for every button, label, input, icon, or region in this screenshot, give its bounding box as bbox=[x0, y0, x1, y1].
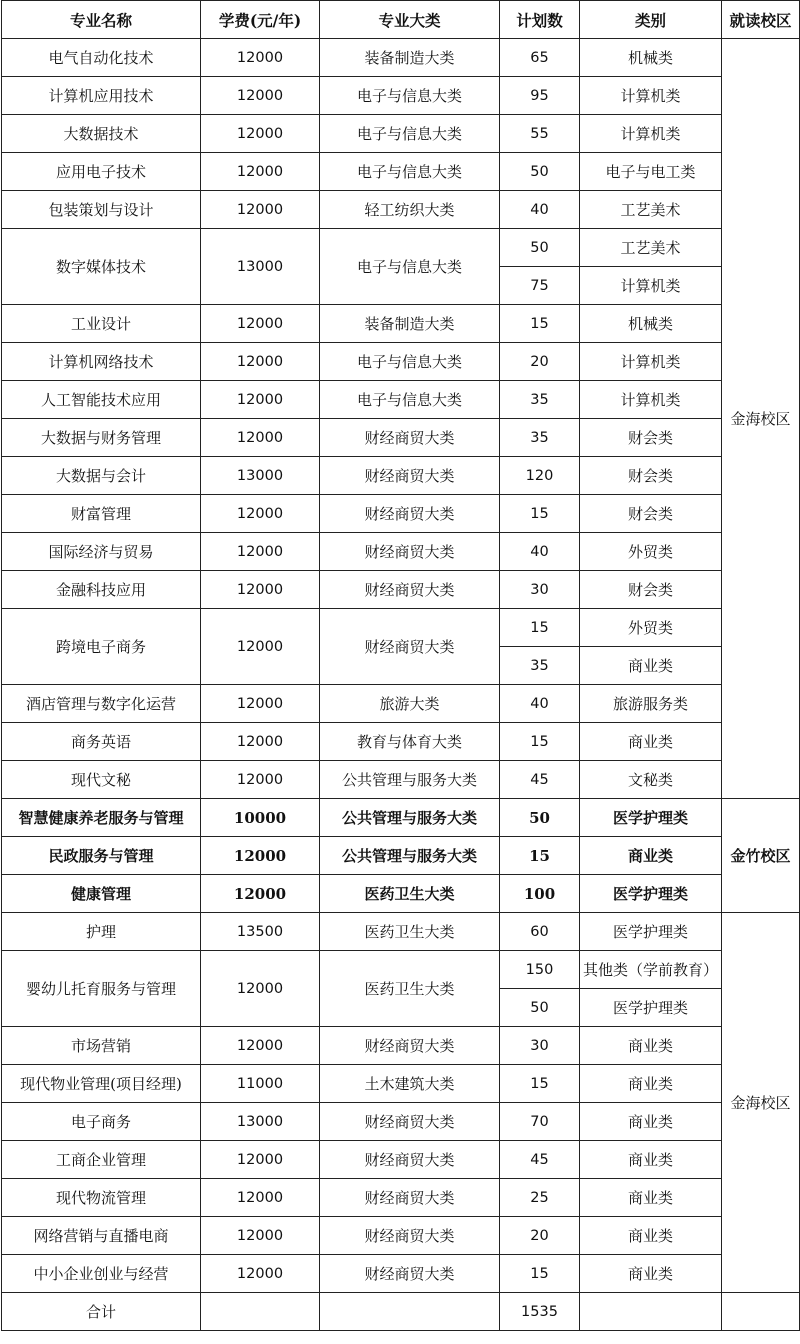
major-name-cell: 跨境电子商务 bbox=[2, 609, 201, 685]
major-name-cell: 现代物业管理(项目经理) bbox=[2, 1065, 201, 1103]
plan-count-cell: 15 bbox=[500, 609, 580, 647]
major-name-cell: 数字媒体技术 bbox=[2, 229, 201, 305]
tuition-cell: 12000 bbox=[201, 1217, 320, 1255]
table-row bbox=[2, 39, 800, 77]
plan-count-cell: 30 bbox=[500, 1027, 580, 1065]
major-name-cell: 大数据与会计 bbox=[2, 457, 201, 495]
table-row bbox=[2, 1179, 800, 1217]
major-class-cell: 财经商贸大类 bbox=[320, 1103, 500, 1141]
category-cell: 机械类 bbox=[580, 39, 722, 77]
major-class-cell: 财经商贸大类 bbox=[320, 571, 500, 609]
category-cell: 旅游服务类 bbox=[580, 685, 722, 723]
major-name-cell: 现代物流管理 bbox=[2, 1179, 201, 1217]
major-name-cell: 电子商务 bbox=[2, 1103, 201, 1141]
category-cell: 商业类 bbox=[580, 1179, 722, 1217]
major-name-cell: 护理 bbox=[2, 913, 201, 951]
table-row bbox=[2, 77, 800, 115]
campus-cell: 金竹校区 bbox=[722, 799, 800, 913]
major-class-cell: 电子与信息大类 bbox=[320, 229, 500, 305]
tuition-cell: 12000 bbox=[201, 343, 320, 381]
major-class-cell: 公共管理与服务大类 bbox=[320, 837, 500, 875]
table-row bbox=[2, 685, 800, 723]
table-row bbox=[2, 381, 800, 419]
major-class-cell: 财经商贸大类 bbox=[320, 1027, 500, 1065]
tuition-cell: 12000 bbox=[201, 1141, 320, 1179]
empty-cell bbox=[722, 1293, 800, 1331]
category-cell: 医学护理类 bbox=[580, 913, 722, 951]
plan-count-cell: 15 bbox=[500, 495, 580, 533]
plan-count-cell: 25 bbox=[500, 1179, 580, 1217]
table-row bbox=[2, 495, 800, 533]
major-class-cell: 土木建筑大类 bbox=[320, 1065, 500, 1103]
plan-count-cell: 60 bbox=[500, 913, 580, 951]
tuition-cell: 12000 bbox=[201, 115, 320, 153]
major-class-cell: 医药卫生大类 bbox=[320, 875, 500, 913]
tuition-cell: 12000 bbox=[201, 533, 320, 571]
plan-count-cell: 50 bbox=[500, 799, 580, 837]
category-cell: 商业类 bbox=[580, 647, 722, 685]
tuition-cell: 13000 bbox=[201, 1103, 320, 1141]
plan-count-cell: 20 bbox=[500, 343, 580, 381]
tuition-cell: 12000 bbox=[201, 305, 320, 343]
plan-count-cell: 95 bbox=[500, 77, 580, 115]
major-name-cell: 民政服务与管理 bbox=[2, 837, 201, 875]
major-class-cell: 装备制造大类 bbox=[320, 305, 500, 343]
major-name-cell: 中小企业创业与经营 bbox=[2, 1255, 201, 1293]
header-campus: 就读校区 bbox=[722, 1, 800, 39]
category-cell: 商业类 bbox=[580, 1141, 722, 1179]
plan-count-cell: 15 bbox=[500, 1255, 580, 1293]
table-row bbox=[2, 837, 800, 875]
major-name-cell: 应用电子技术 bbox=[2, 153, 201, 191]
major-class-cell: 教育与体育大类 bbox=[320, 723, 500, 761]
category-cell: 商业类 bbox=[580, 1065, 722, 1103]
category-cell: 计算机类 bbox=[580, 115, 722, 153]
major-name-cell: 商务英语 bbox=[2, 723, 201, 761]
plan-count-cell: 55 bbox=[500, 115, 580, 153]
major-class-cell: 电子与信息大类 bbox=[320, 343, 500, 381]
major-class-cell: 装备制造大类 bbox=[320, 39, 500, 77]
major-class-cell: 电子与信息大类 bbox=[320, 115, 500, 153]
empty-cell bbox=[201, 1293, 320, 1331]
total-row bbox=[2, 1293, 800, 1331]
category-cell: 机械类 bbox=[580, 305, 722, 343]
major-class-cell: 旅游大类 bbox=[320, 685, 500, 723]
major-name-cell: 财富管理 bbox=[2, 495, 201, 533]
total-count-cell: 1535 bbox=[500, 1293, 580, 1331]
major-class-cell: 电子与信息大类 bbox=[320, 153, 500, 191]
tuition-cell: 13000 bbox=[201, 229, 320, 305]
major-name-cell: 智慧健康养老服务与管理 bbox=[2, 799, 201, 837]
plan-count-cell: 40 bbox=[500, 191, 580, 229]
table-row bbox=[2, 571, 800, 609]
tuition-cell: 12000 bbox=[201, 153, 320, 191]
major-class-cell: 财经商贸大类 bbox=[320, 1255, 500, 1293]
table-row bbox=[2, 799, 800, 837]
major-name-cell: 包装策划与设计 bbox=[2, 191, 201, 229]
major-class-cell: 医药卫生大类 bbox=[320, 951, 500, 1027]
major-name-cell: 工商企业管理 bbox=[2, 1141, 201, 1179]
tuition-cell: 12000 bbox=[201, 571, 320, 609]
plan-count-cell: 70 bbox=[500, 1103, 580, 1141]
tuition-cell: 11000 bbox=[201, 1065, 320, 1103]
major-class-cell: 电子与信息大类 bbox=[320, 381, 500, 419]
category-cell: 商业类 bbox=[580, 1217, 722, 1255]
major-name-cell: 金融科技应用 bbox=[2, 571, 201, 609]
table-body bbox=[2, 39, 800, 1331]
category-cell: 财会类 bbox=[580, 419, 722, 457]
major-class-cell: 财经商贸大类 bbox=[320, 533, 500, 571]
campus-cell: 金海校区 bbox=[722, 39, 800, 799]
category-cell: 外贸类 bbox=[580, 609, 722, 647]
category-cell: 商业类 bbox=[580, 1255, 722, 1293]
tuition-cell: 12000 bbox=[201, 39, 320, 77]
table-row bbox=[2, 1065, 800, 1103]
plan-count-cell: 75 bbox=[500, 267, 580, 305]
table-row bbox=[2, 1141, 800, 1179]
table-row bbox=[2, 191, 800, 229]
major-name-cell: 大数据与财务管理 bbox=[2, 419, 201, 457]
plan-count-cell: 15 bbox=[500, 723, 580, 761]
table-row bbox=[2, 609, 800, 647]
plan-count-cell: 35 bbox=[500, 381, 580, 419]
table-row bbox=[2, 1255, 800, 1293]
plan-count-cell: 40 bbox=[500, 685, 580, 723]
plan-count-cell: 45 bbox=[500, 1141, 580, 1179]
category-cell: 计算机类 bbox=[580, 343, 722, 381]
plan-count-cell: 30 bbox=[500, 571, 580, 609]
category-cell: 商业类 bbox=[580, 837, 722, 875]
tuition-cell: 12000 bbox=[201, 875, 320, 913]
category-cell: 商业类 bbox=[580, 723, 722, 761]
plan-count-cell: 120 bbox=[500, 457, 580, 495]
major-name-cell: 计算机网络技术 bbox=[2, 343, 201, 381]
tuition-cell: 12000 bbox=[201, 1255, 320, 1293]
tuition-cell: 12000 bbox=[201, 1027, 320, 1065]
table-row bbox=[2, 343, 800, 381]
category-cell: 计算机类 bbox=[580, 267, 722, 305]
table-row bbox=[2, 419, 800, 457]
table-row bbox=[2, 305, 800, 343]
table-row bbox=[2, 533, 800, 571]
tuition-cell: 12000 bbox=[201, 1179, 320, 1217]
tuition-cell: 12000 bbox=[201, 419, 320, 457]
major-name-cell: 电气自动化技术 bbox=[2, 39, 201, 77]
table-row bbox=[2, 761, 800, 799]
category-cell: 财会类 bbox=[580, 495, 722, 533]
plan-count-cell: 20 bbox=[500, 1217, 580, 1255]
campus-cell: 金海校区 bbox=[722, 913, 800, 1293]
major-class-cell: 医药卫生大类 bbox=[320, 913, 500, 951]
table-row bbox=[2, 457, 800, 495]
plan-count-cell: 50 bbox=[500, 229, 580, 267]
plan-count-cell: 35 bbox=[500, 647, 580, 685]
major-class-cell: 财经商贸大类 bbox=[320, 495, 500, 533]
tuition-cell: 12000 bbox=[201, 685, 320, 723]
major-class-cell: 财经商贸大类 bbox=[320, 1217, 500, 1255]
major-class-cell: 轻工纺织大类 bbox=[320, 191, 500, 229]
major-name-cell: 大数据技术 bbox=[2, 115, 201, 153]
category-cell: 医学护理类 bbox=[580, 989, 722, 1027]
tuition-cell: 12000 bbox=[201, 837, 320, 875]
table-row bbox=[2, 1103, 800, 1141]
category-cell: 商业类 bbox=[580, 1027, 722, 1065]
major-class-cell: 公共管理与服务大类 bbox=[320, 761, 500, 799]
tuition-cell: 12000 bbox=[201, 495, 320, 533]
major-name-cell: 网络营销与直播电商 bbox=[2, 1217, 201, 1255]
major-class-cell: 电子与信息大类 bbox=[320, 77, 500, 115]
tuition-cell: 12000 bbox=[201, 609, 320, 685]
empty-cell bbox=[580, 1293, 722, 1331]
category-cell: 财会类 bbox=[580, 457, 722, 495]
empty-cell bbox=[320, 1293, 500, 1331]
category-cell: 医学护理类 bbox=[580, 799, 722, 837]
plan-count-cell: 65 bbox=[500, 39, 580, 77]
tuition-cell: 12000 bbox=[201, 77, 320, 115]
enrollment-plan-table bbox=[1, 0, 800, 1331]
table-row bbox=[2, 1217, 800, 1255]
category-cell: 医学护理类 bbox=[580, 875, 722, 913]
tuition-cell: 13500 bbox=[201, 913, 320, 951]
plan-count-cell: 15 bbox=[500, 305, 580, 343]
plan-count-cell: 50 bbox=[500, 153, 580, 191]
major-name-cell: 婴幼儿托育服务与管理 bbox=[2, 951, 201, 1027]
table-row bbox=[2, 229, 800, 267]
major-class-cell: 公共管理与服务大类 bbox=[320, 799, 500, 837]
table-row bbox=[2, 951, 800, 989]
tuition-cell: 12000 bbox=[201, 191, 320, 229]
plan-count-cell: 100 bbox=[500, 875, 580, 913]
category-cell: 计算机类 bbox=[580, 381, 722, 419]
tuition-cell: 12000 bbox=[201, 951, 320, 1027]
category-cell: 财会类 bbox=[580, 571, 722, 609]
category-cell: 电子与电工类 bbox=[580, 153, 722, 191]
plan-count-cell: 150 bbox=[500, 951, 580, 989]
tuition-cell: 13000 bbox=[201, 457, 320, 495]
table-row bbox=[2, 913, 800, 951]
major-class-cell: 财经商贸大类 bbox=[320, 1141, 500, 1179]
header-plan-count: 计划数 bbox=[500, 1, 580, 39]
tuition-cell: 10000 bbox=[201, 799, 320, 837]
tuition-cell: 12000 bbox=[201, 381, 320, 419]
plan-count-cell: 15 bbox=[500, 837, 580, 875]
header-row bbox=[2, 1, 800, 39]
plan-count-cell: 45 bbox=[500, 761, 580, 799]
category-cell: 工艺美术 bbox=[580, 191, 722, 229]
plan-count-cell: 35 bbox=[500, 419, 580, 457]
major-name-cell: 国际经济与贸易 bbox=[2, 533, 201, 571]
table-row bbox=[2, 115, 800, 153]
major-class-cell: 财经商贸大类 bbox=[320, 1179, 500, 1217]
major-name-cell: 计算机应用技术 bbox=[2, 77, 201, 115]
major-name-cell: 人工智能技术应用 bbox=[2, 381, 201, 419]
category-cell: 计算机类 bbox=[580, 77, 722, 115]
category-cell: 外贸类 bbox=[580, 533, 722, 571]
header-major-name: 专业名称 bbox=[2, 1, 201, 39]
category-cell: 文秘类 bbox=[580, 761, 722, 799]
plan-count-cell: 40 bbox=[500, 533, 580, 571]
major-name-cell: 现代文秘 bbox=[2, 761, 201, 799]
major-name-cell: 健康管理 bbox=[2, 875, 201, 913]
table-row bbox=[2, 875, 800, 913]
table-row bbox=[2, 153, 800, 191]
header-tuition: 学费(元/年) bbox=[201, 1, 320, 39]
major-class-cell: 财经商贸大类 bbox=[320, 609, 500, 685]
category-cell: 工艺美术 bbox=[580, 229, 722, 267]
header-category: 类别 bbox=[580, 1, 722, 39]
plan-count-cell: 15 bbox=[500, 1065, 580, 1103]
major-class-cell: 财经商贸大类 bbox=[320, 419, 500, 457]
category-cell: 商业类 bbox=[580, 1103, 722, 1141]
category-cell: 其他类（学前教育） bbox=[580, 951, 722, 989]
major-name-cell: 酒店管理与数字化运营 bbox=[2, 685, 201, 723]
tuition-cell: 12000 bbox=[201, 723, 320, 761]
plan-count-cell: 50 bbox=[500, 989, 580, 1027]
major-name-cell: 市场营销 bbox=[2, 1027, 201, 1065]
major-class-cell: 财经商贸大类 bbox=[320, 457, 500, 495]
table-row bbox=[2, 723, 800, 761]
table-row bbox=[2, 1027, 800, 1065]
header-major-class: 专业大类 bbox=[320, 1, 500, 39]
total-label-cell: 合计 bbox=[2, 1293, 201, 1331]
tuition-cell: 12000 bbox=[201, 761, 320, 799]
major-name-cell: 工业设计 bbox=[2, 305, 201, 343]
